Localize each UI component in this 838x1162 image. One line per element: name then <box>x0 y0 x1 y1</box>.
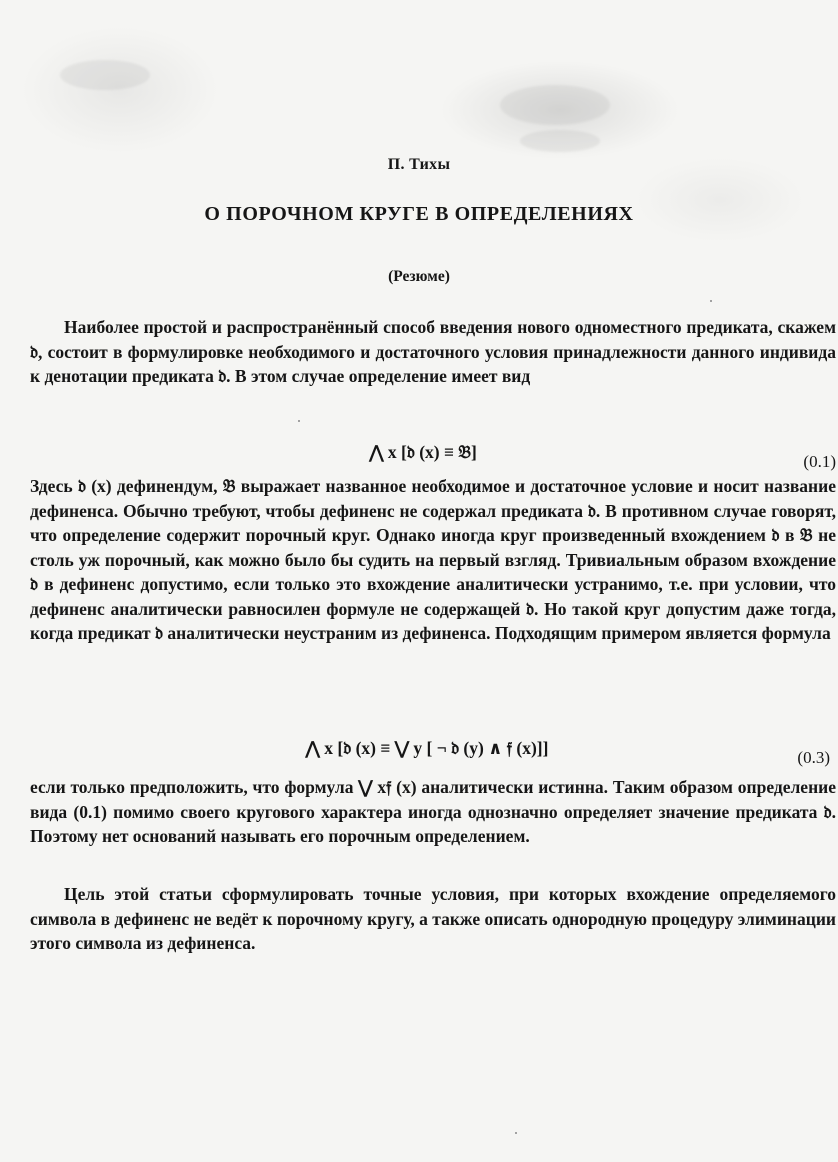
scan-speck <box>298 420 300 422</box>
formula-number: (0.1) <box>803 452 836 471</box>
formula-example <box>30 738 836 768</box>
article-title: О ПОРОЧНОМ КРУГЕ В ОПРЕДЕЛЕНИЯХ <box>204 203 634 225</box>
formula-expression: ⋀ x [𝔡 (x) ≡ ⋁ y [ ¬ 𝔡 (y) ∧ 𝔣 (x)]] <box>305 738 549 758</box>
formula-expression: ⋀ x [𝔡 (x) ≡ 𝔅] <box>369 442 477 462</box>
bleed-through-smudge <box>60 60 150 90</box>
paragraph-definiens: Здесь 𝔡 (x) дефинендум, 𝔅 выражает названное необходимое и достаточное условие и носит название дефиненса. Обычно требуют, чтобы дефиненс не содержал предиката 𝔡. В противном случае говорят, что определение содержит порочный круг. Однако иногда круг произведенный вхождением 𝔡 в 𝔅 не столь уж порочный, как можно было бы судить на первый взгляд. Тривиальным образом вхождение 𝔡 в дефиненс допустимо, если только это вхождение аналитически устранимо, т.е. при условии, что дефиненс аналитически равносилен формуле не содержащей 𝔡. Но такой круг допустим даже тогда, когда предикат 𝔡 аналитически неустраним из дефиненса. Подходящим примером является формула <box>30 476 836 643</box>
formula-number: (0.3) <box>797 748 830 767</box>
scan-speck <box>710 300 712 302</box>
formula-definition <box>30 442 836 472</box>
paragraph-intro: Наиболее простой и распространённый способ введения нового одноместного предиката, скажем 𝔡, состоит в формулировке необходимого и достаточного условия принадлежности данного индивида к денотации предиката 𝔡. В этом случае определение имеет вид <box>30 317 836 386</box>
paragraph-goal: Цель этой статьи сформулировать точные условия, при которых вхождение определяемого символа в дефиненс не ведёт к порочному кругу, а также описать однородную процедуру элиминации этого символа из дефиненса. <box>30 884 836 953</box>
author-name: П. Тихы <box>387 156 451 173</box>
scan-speck <box>515 1132 517 1134</box>
paragraph-condition: если только предположить, что формула ⋁ x𝔣 (x) аналитически истинна. Таким образом определение вида (0.1) помимо своего кругового характера иногда однозначно определяет значение предиката 𝔡. Поэтому нет оснований называть его порочным определением. <box>30 777 836 846</box>
article-subtitle: (Резюме) <box>388 268 450 285</box>
bleed-through-smudge <box>500 85 610 125</box>
bleed-through-smudge <box>520 130 600 152</box>
